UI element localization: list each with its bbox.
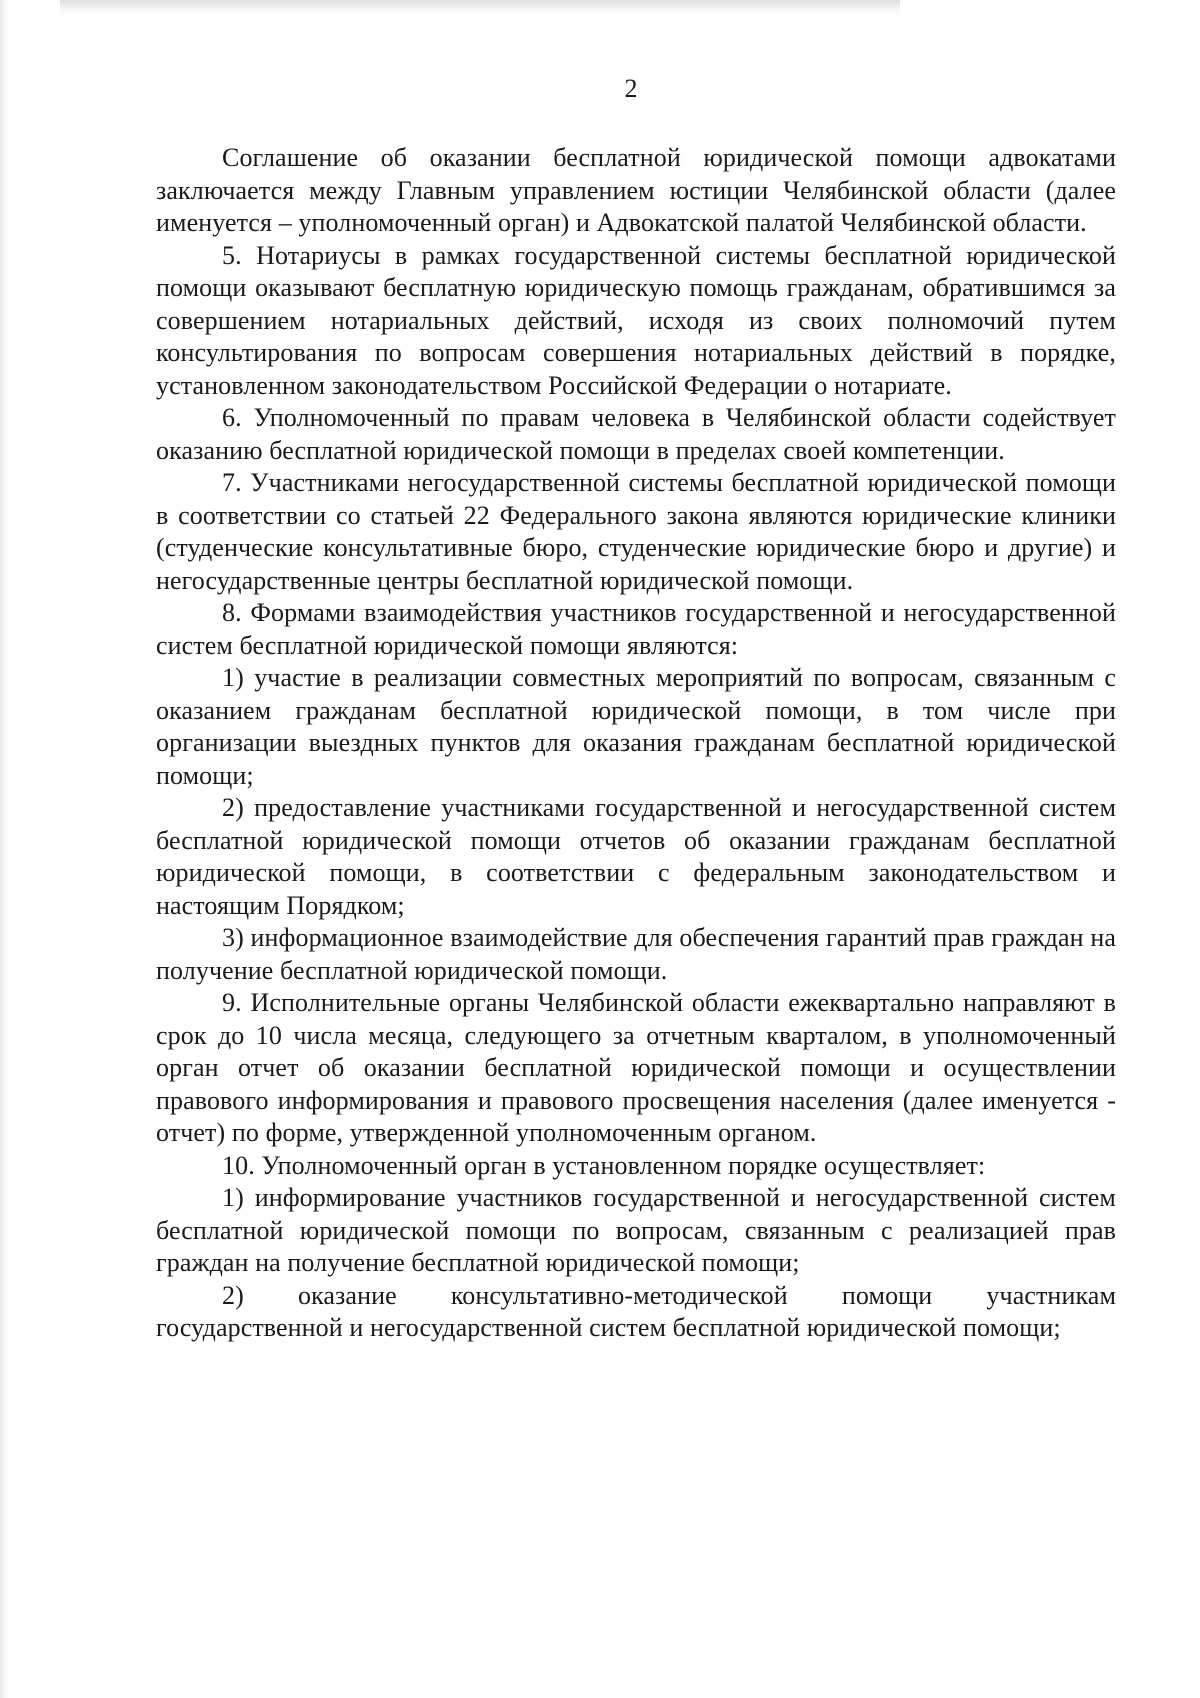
paragraph-item-10-sub-2: 2) оказание консультативно-методической помощи участникам государственной и негосударственной систем бесплатной юридической помощи; — [156, 1280, 1116, 1342]
paragraph-item-9: 9. Исполнительные органы Челябинской области ежеквартально направляют в срок до 10 числа месяца, следующего за отчетным кварталом, в уполномоченный орган отчет об оказании бесплатной юридической помощи и осуществлении правового информирования и правового просвещения населения (далее именуется - отчет) по форме, утвержденной уполномоченным органом. — [156, 988, 1116, 1147]
paragraph-item-5: 5. Нотариусы в рамках государственной системы бесплатной юридической помощи оказывают бесплатную юридическую помощь гражданам, обратившимся за совершением нотариальных действий, исходя из своих полномочий путем консультирования по вопросам совершения нотариальных действий в порядке, установленном законодательством Российской Федерации о нотариате. — [156, 240, 1116, 400]
document-body — [156, 142, 1116, 1345]
scan-top-shadow — [60, 0, 900, 14]
paragraph-item-10: 10. Уполномоченный орган в установленном порядке осуществляет: — [222, 1150, 986, 1180]
paragraph-item-6: 6. Уполномоченный по правам человека в Челябинской области содействует оказанию бесплатной юридической помощи в пределах своей компетенции. — [156, 403, 1116, 465]
paragraph-item-8-sub-1: 1) участие в реализации совместных мероприятий по вопросам, связанным с оказанием гражданам бесплатной юридической помощи, в том числе при организации выездных пунктов для оказания гражданам бесплатной юридической помощи; — [156, 663, 1116, 790]
paragraph-item-8-sub-3: 3) информационное взаимодействие для обеспечения гарантий прав граждан на получение бесплатной юридической помощи. — [156, 923, 1116, 985]
paragraph-item-7: 7. Участниками негосударственной системы бесплатной юридической помощи в соответствии со статьей 22 Федерального закона являются юридические клиники (студенческие консультативные бюро, студенческие юридические бюро и другие) и негосударственные центры бесплатной юридической помощи. — [156, 468, 1116, 595]
paragraph-item-8: 8. Формами взаимодействия участников государственной и негосударственной систем бесплатной юридической помощи являются: — [156, 598, 1116, 660]
page-number: 2 — [624, 74, 638, 103]
scan-edge-shadow — [0, 0, 10, 1698]
paragraph-agreement: Соглашение об оказании бесплатной юридической помощи адвокатами заключается между Главным управлением юстиции Челябинской области (далее именуется – уполномоченный орган) и Адвокатской палатой Челябинской области. — [156, 143, 1116, 237]
paragraph-item-10-sub-1: 1) информирование участников государственной и негосударственной систем бесплатной юридической помощи по вопросам, связанным с реализацией прав граждан на получение бесплатной юридической помощи; — [156, 1183, 1116, 1277]
paragraph-item-8-sub-2: 2) предоставление участниками государственной и негосударственной систем бесплатной юридической помощи отчетов об оказании гражданам бесплатной юридической помощи, в соответствии с федеральным законодательством и настоящим Порядком; — [156, 793, 1116, 920]
